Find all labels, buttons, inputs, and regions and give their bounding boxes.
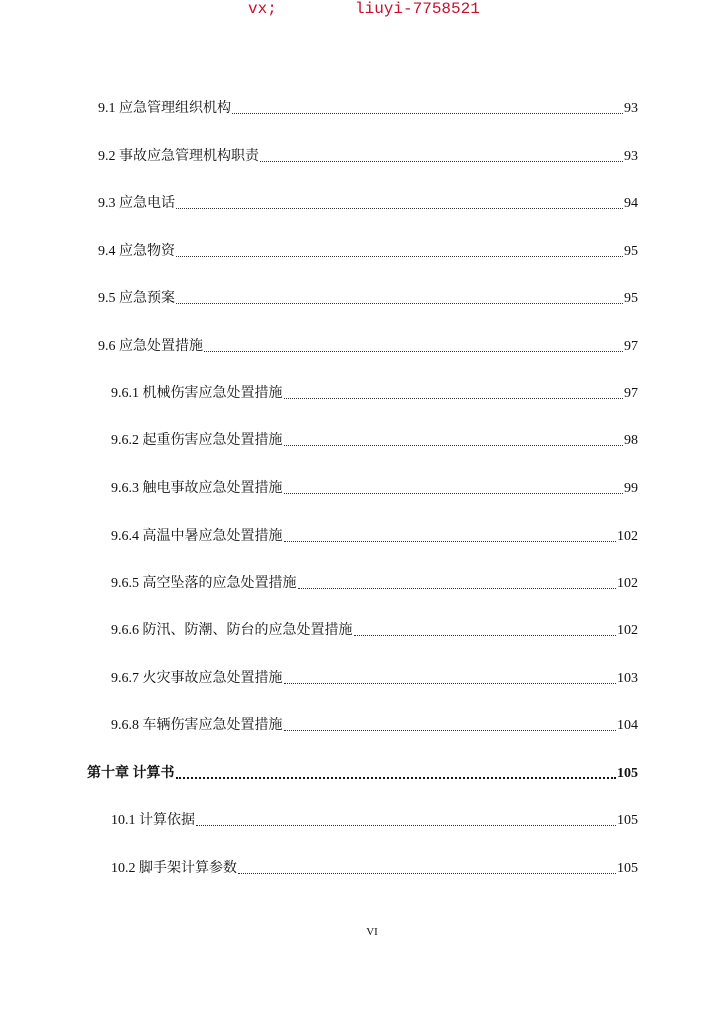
toc-dot-leader [298,588,617,589]
toc-entry[interactable] [111,622,638,640]
toc-entry-page: 98 [624,433,638,448]
toc-entry[interactable] [98,100,638,118]
toc-dot-leader [284,541,617,542]
toc-entry[interactable] [111,860,638,878]
toc-entry[interactable] [111,432,638,450]
toc-dot-leader [238,873,616,874]
toc-dot-leader [176,303,623,304]
toc-entry-page: 102 [617,623,638,638]
toc-dot-leader [354,635,617,636]
toc-dot-leader [204,351,623,352]
toc-entry-page: 95 [624,291,638,306]
toc-entry[interactable] [111,385,638,403]
toc-entry-page: 93 [624,149,638,164]
toc-dot-leader [284,683,617,684]
toc-entry-page: 94 [624,196,638,211]
toc-entry[interactable] [111,812,638,830]
toc-dot-leader [284,398,624,399]
toc-entry[interactable] [98,195,638,213]
toc-entry-title: 9.6.8 车辆伤害应急处置措施 [111,718,283,733]
toc-entry[interactable] [98,338,638,356]
toc-entry[interactable] [111,717,638,735]
toc-entry[interactable] [98,243,638,261]
toc-entry-page: 97 [624,339,638,354]
toc-entry-page: 102 [617,576,638,591]
toc-entry-page: 103 [617,671,638,686]
watermark-contact-id: liuyi-7758521 [355,0,480,18]
toc-dot-leader [176,256,623,257]
toc-entry-title: 9.6.5 高空坠落的应急处置措施 [111,576,297,591]
toc-entry[interactable] [98,290,638,308]
toc-dot-leader [260,161,623,162]
toc-dot-leader [284,493,624,494]
toc-entry-title: 9.6.2 起重伤害应急处置措施 [111,433,283,448]
toc-entry-title: 第十章 计算书 [87,766,175,781]
watermark-contact-label: vx; [248,0,277,18]
toc-entry-title: 9.6.6 防汛、防潮、防台的应急处置措施 [111,623,353,638]
toc-entry-title: 9.3 应急电话 [98,196,175,211]
toc-entry-title: 9.6.4 高温中暑应急处置措施 [111,529,283,544]
toc-entry-title: 10.1 计算依据 [111,813,195,828]
toc-entry-page: 105 [617,813,638,828]
toc-entry-title: 9.6.7 火灾事故应急处置措施 [111,671,283,686]
page-number: VI [366,926,378,938]
toc-entry[interactable] [111,670,638,688]
toc-dot-leader [284,730,617,731]
toc-dot-leader [196,825,616,826]
toc-entry-title: 9.6 应急处置措施 [98,339,203,354]
toc-entry-title: 9.6.1 机械伤害应急处置措施 [111,386,283,401]
toc-dot-leader [176,208,623,209]
toc-entry[interactable] [98,148,638,166]
toc-entry-title: 9.4 应急物资 [98,244,175,259]
toc-entry-page: 97 [624,386,638,401]
toc-entry[interactable] [111,480,638,498]
toc-entry-page: 102 [617,529,638,544]
toc-entry-title: 9.5 应急预案 [98,291,175,306]
toc-entry-page: 95 [624,244,638,259]
toc-chapter-entry[interactable] [87,765,638,783]
toc-entry-title: 9.6.3 触电事故应急处置措施 [111,481,283,496]
toc-entry-page: 105 [617,766,638,781]
toc-entry-page: 99 [624,481,638,496]
toc-entry-page: 93 [624,101,638,116]
toc-entry-page: 104 [617,718,638,733]
toc-entry-title: 9.1 应急管理组织机构 [98,101,231,116]
toc-dot-leader [176,777,617,779]
toc-entry-title: 9.2 事故应急管理机构职责 [98,149,259,164]
toc-entry-title: 10.2 脚手架计算参数 [111,861,237,876]
toc-entry[interactable] [111,528,638,546]
toc-dot-leader [284,445,624,446]
toc-entry[interactable] [111,575,638,593]
toc-dot-leader [232,113,623,114]
toc-entry-page: 105 [617,861,638,876]
